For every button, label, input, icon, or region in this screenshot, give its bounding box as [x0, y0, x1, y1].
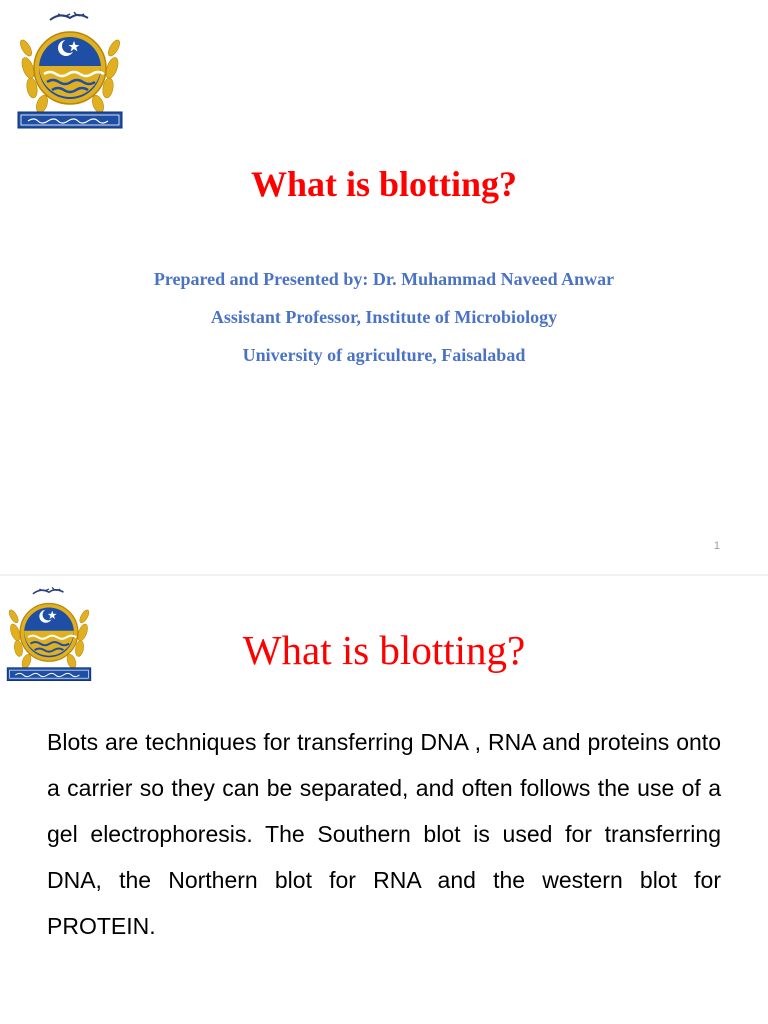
slide-2-title: What is blotting? — [242, 627, 526, 673]
university-line: University of agriculture, Faisalabad — [242, 345, 526, 365]
university-crest-icon — [14, 8, 126, 132]
page-number: 1 — [713, 540, 720, 552]
slide-2 — [0, 576, 768, 1024]
credits-block — [0, 262, 768, 376]
slide-1-title: What is blotting? — [250, 164, 518, 204]
slide-2-body: Blots are techniques for transferring DNA , RNA and proteins onto a carrier so they can be separated, and often follows the use of a gel electrophoresis. The Southern blot is used for transferring DNA, the Northern blot for RNA and the western blot for PROTEIN. — [47, 729, 721, 939]
presenter-line: Prepared and Presented by: Dr. Muhammad Naveed Anwar — [153, 269, 615, 289]
position-line: Assistant Professor, Institute of Microbiology — [210, 307, 558, 327]
